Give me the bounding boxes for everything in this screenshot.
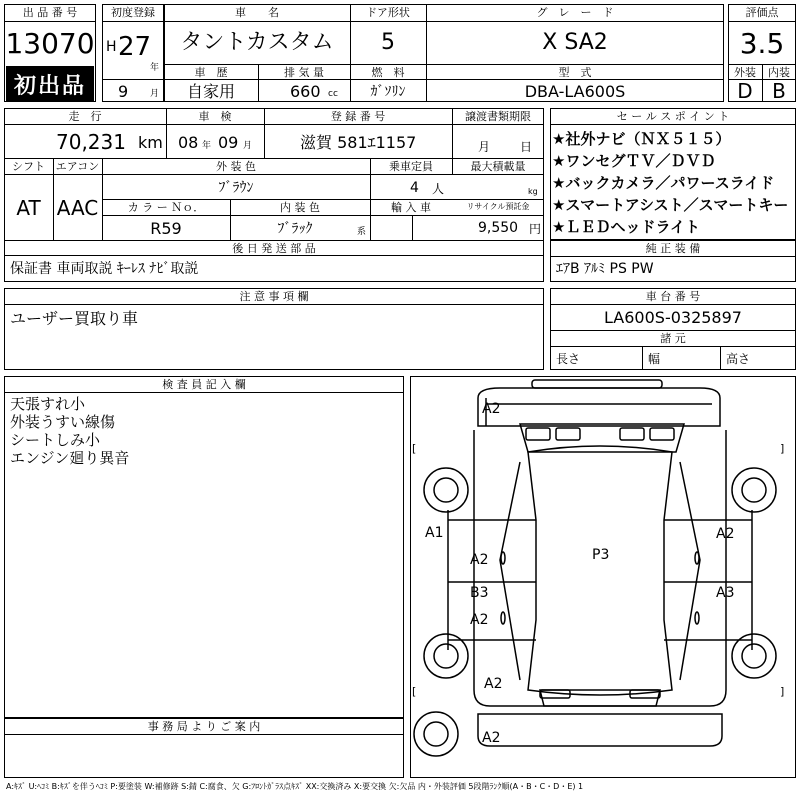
capacity: 4 (410, 180, 419, 196)
shift-label: シフト (12, 160, 45, 173)
first-listing-badge: 初出品 (6, 66, 94, 102)
exterior-color-label: 外 装 色 (216, 160, 256, 173)
svg-text:]: ] (780, 442, 785, 455)
era: H (106, 39, 117, 55)
damage-left-front: A1 (425, 525, 444, 541)
registration-month: 9 (118, 82, 129, 101)
recycle-label: リサイクル預託金 (466, 202, 530, 211)
color-number: R59 (150, 219, 182, 238)
interior-label: 内装 (768, 66, 790, 79)
exterior-label: 外装 (734, 66, 756, 79)
width-label: 幅 (648, 352, 661, 366)
exterior-grade: D (737, 79, 753, 103)
roof-outline (528, 446, 672, 695)
recycle-unit: 円 (529, 222, 542, 236)
max-load-label: 最大積載量 (470, 160, 526, 173)
sales-point-2: ★ワンセグＴＶ／ＤＶＤ (552, 152, 716, 170)
wheel-front-left (424, 468, 468, 512)
damage-rear-right: A3 (716, 585, 735, 601)
door-count: 5 (381, 30, 395, 55)
sales-point-5: ★ＬＥＤヘッドライト (552, 218, 700, 236)
mileage-unit: km (138, 133, 163, 152)
inspector-label: 検 査 員 記 入 欄 (162, 378, 246, 391)
lot-number-label: 出 品 番 号 (22, 6, 78, 19)
spare-wheel (414, 712, 458, 756)
inspection-year-unit: 年 (202, 141, 212, 151)
first-registration-label: 初度登録 (111, 6, 155, 19)
capacity-unit: 人 (432, 182, 445, 196)
front-hood-outline (478, 388, 720, 426)
svg-text:]: ] (780, 685, 785, 698)
inspection-label: 車 検 (198, 110, 232, 123)
transfer-deadline-label: 譲渡書類期限 (465, 110, 531, 123)
plate-label: 登 録 番 号 (330, 110, 386, 123)
shift: AT (16, 196, 41, 220)
history-label: 車 歴 (194, 66, 228, 79)
front-bumper-outline (532, 380, 662, 388)
chassis-label: 車 台 番 号 (645, 290, 701, 303)
max-load-unit: kg (528, 187, 538, 196)
specs-label: 諸 元 (660, 332, 686, 345)
damage-front-left-door: A2 (470, 552, 489, 568)
sales-point-3: ★バックカメラ／パワースライド (552, 174, 775, 192)
grade: X SA2 (542, 30, 608, 55)
inspection-year: 08 (178, 133, 199, 152)
later-parts: 保証書 車両取説 ｷｰﾚｽ ﾅﾋﾞ取説 (10, 261, 199, 277)
model-code: DBA-LA600S (524, 82, 626, 101)
car-name: タントカスタム (180, 30, 334, 55)
legend: A:ｷｽﾞ U:ﾍｺﾐ B:ｷｽﾞを伴うﾍｺﾐ P:要塗装 W:補修跡 S:錆 C:腐食、欠 G:ﾌﾛﾝﾄｶﾞﾗｽ点ｷｽﾞ XX:交換済み X:要交換 欠:欠品 内・外装評価 5段階ﾗﾝｸ順(A・B・C・D・E) 1 (6, 782, 584, 791)
interior-color-label: 内 装 色 (280, 201, 320, 214)
door-type-label: ドア形状 (366, 6, 410, 19)
svg-text:[: [ (412, 685, 417, 698)
month-unit: 月 (150, 89, 160, 99)
damage-front-right-door: A2 (716, 526, 735, 542)
ac: AAC (56, 196, 99, 220)
ac-label: エアコン (55, 160, 100, 173)
damage-hood: A2 (482, 401, 501, 417)
interior-grade: B (772, 79, 786, 103)
inspector-line-3: シートしみ小 (10, 431, 101, 449)
model-label: 型 式 (558, 66, 592, 79)
transfer-month-unit: 月 (478, 140, 491, 154)
mileage: 70,231 (56, 130, 126, 154)
exterior-color: ﾌﾞﾗｳﾝ (218, 180, 254, 196)
wheel-rear-right (732, 634, 776, 678)
score-label: 評価点 (745, 6, 779, 19)
wheel-rear-left (424, 634, 468, 678)
chassis-number: LA600S-0325897 (604, 308, 742, 327)
fuel: ｶﾞｿﾘﾝ (370, 84, 406, 100)
score: 3.5 (739, 27, 785, 60)
interior-color-unit: 系 (357, 227, 367, 237)
length-label: 長さ (556, 352, 581, 366)
displacement-label: 排 気 量 (284, 66, 324, 79)
color-number-label: カ ラ ー Ｎｏ． (127, 201, 205, 214)
grade-label: グ レ ー ド (536, 6, 614, 19)
capacity-label: 乗車定員 (389, 160, 433, 173)
damage-rear-left: A2 (484, 676, 503, 692)
transfer-day-unit: 日 (520, 140, 533, 154)
interior-color: ﾌﾞﾗｯｸ (277, 221, 313, 237)
recycle-fee: 9,550 (478, 220, 519, 236)
height-label: 高さ (726, 352, 751, 366)
inspection-month-unit: 月 (243, 141, 253, 151)
wheel-front-right (732, 468, 776, 512)
inspection-month: 09 (218, 133, 239, 152)
history: 自家用 (186, 82, 235, 101)
damage-rear-left-door-b: B3 (470, 585, 489, 601)
rear-bumper-outline (478, 714, 722, 746)
sales-point-1: ★社外ナビ（ＮＸ５１５） (552, 130, 731, 148)
sales-point-4: ★スマートアシスト／スマートキー (552, 196, 789, 214)
registration-year: 27 (118, 32, 152, 62)
body-outline (474, 430, 726, 706)
genuine-equipment: ｴｱB ｱﾙﾐ PS PW (556, 261, 654, 277)
later-parts-label: 後 日 発 送 部 品 (232, 242, 316, 255)
svg-text:[: [ (412, 442, 417, 455)
inspector-line-1: 天張すれ小 (10, 395, 86, 413)
displacement-unit: cc (328, 89, 338, 99)
sales-points-label: セ ー ル ス ポ イ ン ト (616, 110, 730, 123)
import-label: 輸 入 車 (391, 201, 431, 214)
car-name-label: 車 名 (235, 6, 279, 19)
inspector-line-4: エンジン廻り異音 (10, 449, 130, 467)
damage-rear-left-door-a: A2 (470, 612, 489, 628)
notes-label: 注 意 事 項 欄 (239, 290, 309, 303)
year-unit: 年 (150, 63, 160, 73)
damage-rear-bumper: A2 (482, 730, 501, 746)
lot-number: 13070 (5, 27, 95, 60)
office-label: 事 務 局 よ り ご 案 内 (147, 720, 261, 733)
genuine-equipment-label: 純 正 装 備 (645, 242, 701, 255)
plate-number: 滋賀 581ｴ1157 (300, 133, 417, 152)
mileage-label: 走 行 (68, 110, 102, 123)
displacement: 660 (290, 82, 321, 101)
notes: ユーザー買取り車 (10, 309, 139, 328)
damage-roof: P3 (592, 547, 610, 563)
fuel-label: 燃 料 (371, 66, 405, 79)
inspector-line-2: 外装うすい線傷 (10, 413, 116, 431)
